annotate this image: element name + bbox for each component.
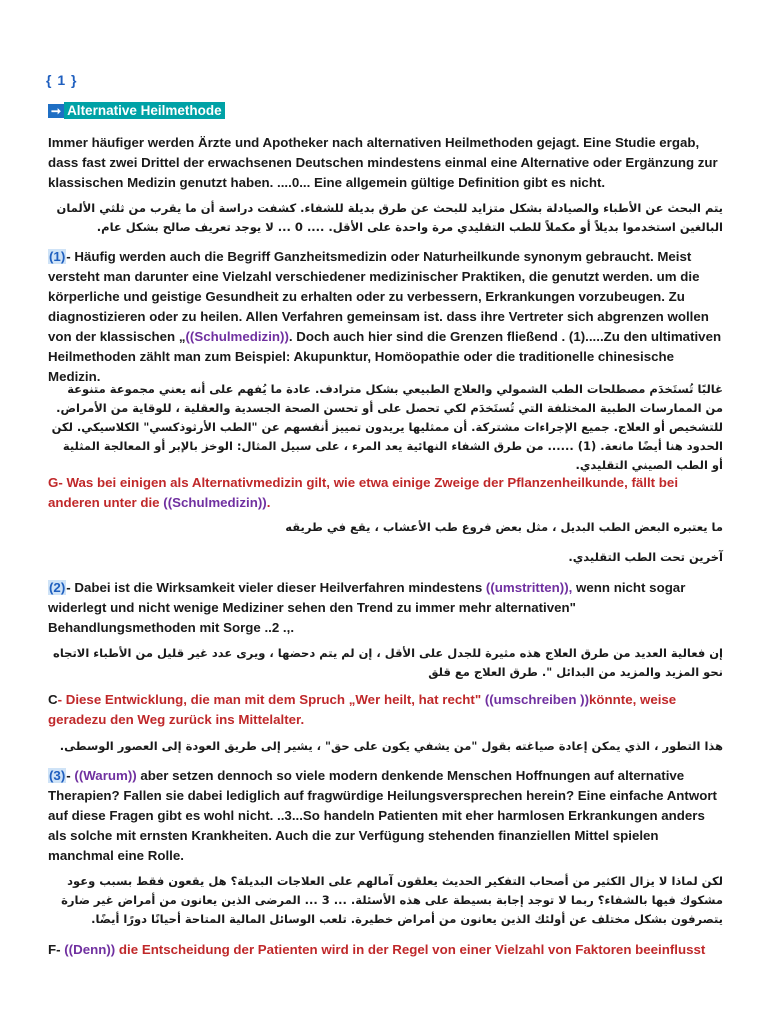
highlighted-term: ((Warum)) [74,768,137,783]
paragraph-2-german: (2)- Dabei ist die Wirksamkeit vieler dieser Heilverfahren mindestens ((umstritten)), wenn nicht sogar widerlegt und nicht wenige Mediziner sehen den Trend zu immer mehr alternativen" Behandlungsmethoden mit Sorge ..2 .,. [48,580,686,635]
paragraph-marker: (1) [49,249,66,264]
paragraph-1-arabic: غالبًا تُستَخدَم مصطلحات الطب الشمولي والعلاج الطبيعي بشكل مترادف. عادة ما يُفهم على أنه يعني مجموعة متنوعة من الممارسات الطبية المختلفة التي تُستَخدَم لكي تحصل على أو تحسن الصحة الجسدية والعقلية ، للوقاية من الأمراض. للتشخيص أو العلاج. جميع الإجراءات مشتركة. أن ممثليها يريدون تمييز أنفسهم عن "الطب الأرثوذكسي" الكلاسيكي. لكن الحدود هنا أيضًا مانعة. (1) ...... من طرق الشفاء النهائية يعد المرء ، على سبيل المثال: الوخز بالإبر أو المعالجة المثلية أو الطب الصيني التقليدي. [51,382,723,472]
arrow-right-icon: ➞ [48,104,64,118]
highlighted-term: ((Schulmedizin)) [163,495,267,510]
paragraph-2-arabic: إن فعالية العديد من طرق العلاج هذه مثيرة للجدل على الأقل ، إن لم يتم دحضها ، ويرى عدد غير قليل من الأطباء الاتجاه نحو المزيد والمزيد من البدائل ". طرق العلاج مع قلق [53,646,723,679]
statement-g-arabic-line2: آخرين تحت الطب التقليدي. [568,550,723,564]
highlighted-term: ((Denn)) [64,942,116,957]
answer-letter: F [48,942,57,957]
paragraph-3-german: (3)- ((Warum)) aber setzen dennoch so viele modern denkende Menschen Hoffnungen auf alternative Therapien? Fallen sie dabei lediglich auf fragwürdige Heilungsversprechen herein? Eine einfache Antwort auf diese Fragen gibt es wohl nicht. ..3...So handeln Patienten mit eher harmlosen Erkrankungen anders als solche mit ernsten Krankheiten. Auch die zur Verfügung stehenden finanziellen Mittel spielen manchmal eine Rolle. [48,768,717,863]
paragraph-1-german: (1)- Häufig werden auch die Begriff Ganzheitsmedizin oder Naturheilkunde synonym gebraucht. Meist versteht man darunter eine Vielzahl verschiedener medizinischer Praktiken, die genutzt werden. um die körperliche und geistige Gesundheit zu erhalten oder zu verbessern, Erkrankungen vorzubeugen. Zu diagnostizieren oder zu heilen. Allen Verfahren gemeinsam ist. dass ihre Vertreter sich abgrenzen wollen von der klassischen „((Schulmedizin)). Doch auch hier sind die Grenzen fließend . (1).....Zu den ultimativen Heilmethoden zählt man zum Beispiel: Akupunktur, Homöopathie oder die traditionelle chinesische Medizin. [48,249,722,384]
heading-title: Alternative Heilmethode [64,102,225,119]
highlighted-term: ((umschreiben )) [484,692,589,707]
paragraph-marker: (2) [49,580,66,595]
answer-letter: C [48,692,58,707]
reference-number: { 1 } [46,72,78,88]
paragraph-3-arabic: لكن لماذا لا يزال الكثير من أصحاب التفكير الحديث يعلقون آمالهم على العلاجات البديلة؟ هل يقعون فقط بسبب وعود مشكوك فيها بالشفاء؟ ربما لا توجد إجابة بسيطة على هذه الأسئلة. ... 3 ... المرضى الذين يعانون من أمراض غير ضارة يتصرفون بشكل مختلف عن أولئك الذين يعانون من أمراض خطيرة. تلعب الوسائل المالية المتاحة أحيانًا دورًا أيضًا. [61,874,723,926]
statement-g-arabic-line1: ما يعتبره البعض الطب البديل ، مثل بعض فروع طب الأعشاب ، يقع في طريقه [285,520,723,534]
statement-f-german: F- ((Denn)) die Entscheidung der Patienten wird in der Regel von einer Vielzahl von Faktoren beeinflusst [48,942,706,957]
paragraph-marker: (3) [49,768,66,783]
answer-letter: G [48,475,59,490]
intro-arabic: يتم البحث عن الأطباء والصيادلة بشكل متزايد للبحث عن طرق بديلة للشفاء. كشفت دراسة أن ما يقرب من ثلثي الألمان البالغين استخدموا بديلاً أو مكملاً للطب التقليدي مرة واحدة على الأقل. .... 0 ... لا يوجد تعريف صالح بشكل عام. [56,201,723,234]
statement-c-german: C- Diese Entwicklung, die man mit dem Spruch „Wer heilt, hat recht" ((umschreiben ))könnte, weise geradezu den Weg zurück ins Mittelalter. [48,692,677,727]
statement-g-german: G- Was bei einigen als Alternativmedizin gilt, wie etwa einige Zweige der Pflanzenheilkunde, fällt bei anderen unter die ((Schulmedizin)). [48,475,679,510]
statement-c-arabic: هذا التطور ، الذي يمكن إعادة صياغته بقول "من يشفي يكون على حق" ، يشير إلى طريق العودة إلى العصور الوسطى. [59,739,723,753]
highlighted-term: ((Schulmedizin)) [185,329,289,344]
highlighted-term: ((umstritten)), [485,580,573,595]
intro-german: Immer häufiger werden Ärzte und Apotheker nach alternativen Heilmethoden gejagt. Eine Studie ergab, dass fast zwei Drittel der erwachsenen Deutschen mindestens einmal eine Alternative oder Ergänzung zur klassischen Medizin genutzt haben. ....0... Eine allgemein gültige Definition gibt es nicht. [48,135,718,190]
section-heading [48,103,225,118]
